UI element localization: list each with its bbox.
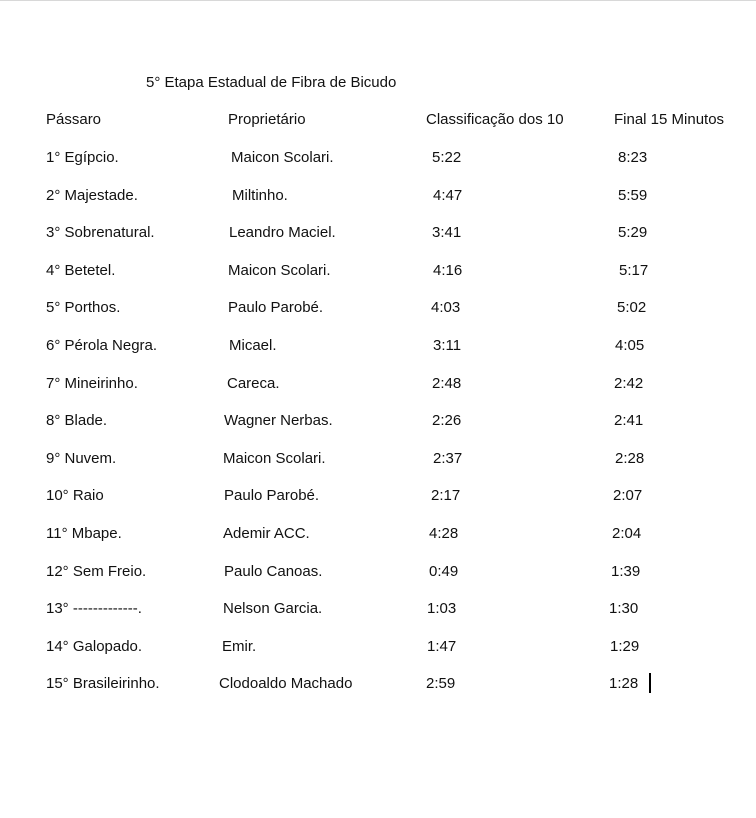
classification-time: 2:37	[433, 450, 463, 467]
owner-name: Emir.	[222, 638, 257, 655]
classification-time: 2:17	[431, 487, 461, 504]
classification-time: 0:49	[429, 563, 459, 580]
final-time: 1:39	[611, 563, 641, 580]
final-time: 2:42	[614, 375, 644, 392]
final-time: 2:07	[613, 487, 643, 504]
header-owner: Proprietário	[228, 111, 306, 128]
document-title: 5° Etapa Estadual de Fibra de Bicudo	[146, 74, 397, 91]
owner-name: Leandro Maciel.	[229, 224, 336, 241]
owner-name: Paulo Parobé.	[228, 299, 324, 316]
owner-name: Maicon Scolari.	[228, 262, 331, 279]
bird-name: 2° Majestade.	[46, 187, 138, 204]
bird-name: 7° Mineirinho.	[46, 375, 138, 392]
bird-name: 6° Pérola Negra.	[46, 337, 158, 354]
page-top-border	[0, 0, 756, 1]
final-time: 1:30	[609, 600, 639, 617]
classification-time: 2:59	[426, 675, 456, 692]
owner-name: Careca.	[227, 375, 280, 392]
owner-name: Clodoaldo Machado	[219, 675, 353, 692]
final-time: 1:28	[609, 675, 639, 692]
owner-name: Paulo Parobé.	[224, 487, 320, 504]
final-time: 4:05	[615, 337, 645, 354]
classification-time: 3:11	[433, 337, 462, 354]
bird-name: 3° Sobrenatural.	[46, 224, 155, 241]
classification-time: 2:48	[432, 375, 462, 392]
bird-name: 11° Mbape.	[46, 525, 122, 542]
bird-name: 12° Sem Freio.	[46, 563, 147, 580]
text-cursor	[649, 673, 651, 693]
final-time: 5:59	[618, 187, 648, 204]
final-time: 5:29	[618, 224, 648, 241]
final-time: 5:02	[617, 299, 647, 316]
classification-time: 4:03	[431, 299, 461, 316]
classification-time: 4:16	[433, 262, 463, 279]
final-time: 8:23	[618, 149, 648, 166]
bird-name: 10° Raio	[46, 487, 104, 504]
owner-name: Paulo Canoas.	[224, 563, 323, 580]
bird-name: 13° -------------.	[46, 600, 142, 617]
owner-name: Maicon Scolari.	[223, 450, 326, 467]
bird-name: 9° Nuvem.	[46, 450, 117, 467]
owner-name: Maicon Scolari.	[231, 149, 334, 166]
final-time: 2:04	[612, 525, 642, 542]
owner-name: Nelson Garcia.	[223, 600, 323, 617]
owner-name: Ademir ACC.	[223, 525, 310, 542]
header-final: Final 15 Minutos	[614, 111, 725, 128]
final-time: 2:41	[614, 412, 644, 429]
classification-time: 1:47	[427, 638, 457, 655]
final-time: 5:17	[619, 262, 649, 279]
header-classification: Classificação dos 10	[426, 111, 564, 128]
final-time: 2:28	[615, 450, 645, 467]
bird-name: 14° Galopado.	[46, 638, 143, 655]
classification-time: 2:26	[432, 412, 462, 429]
classification-time: 5:22	[432, 149, 462, 166]
owner-name: Miltinho.	[232, 187, 288, 204]
owner-name: Wagner Nerbas.	[224, 412, 333, 429]
classification-time: 4:28	[429, 525, 459, 542]
bird-name: 15° Brasileirinho.	[46, 675, 160, 692]
classification-time: 1:03	[427, 600, 457, 617]
final-time: 1:29	[610, 638, 640, 655]
bird-name: 8° Blade.	[46, 412, 108, 429]
classification-time: 4:47	[433, 187, 463, 204]
bird-name: 4° Betetel.	[46, 262, 116, 279]
header-bird: Pássaro	[46, 111, 102, 128]
owner-name: Micael.	[229, 337, 277, 354]
bird-name: 5° Porthos.	[46, 299, 121, 316]
classification-time: 3:41	[432, 224, 462, 241]
bird-name: 1° Egípcio.	[46, 149, 119, 166]
